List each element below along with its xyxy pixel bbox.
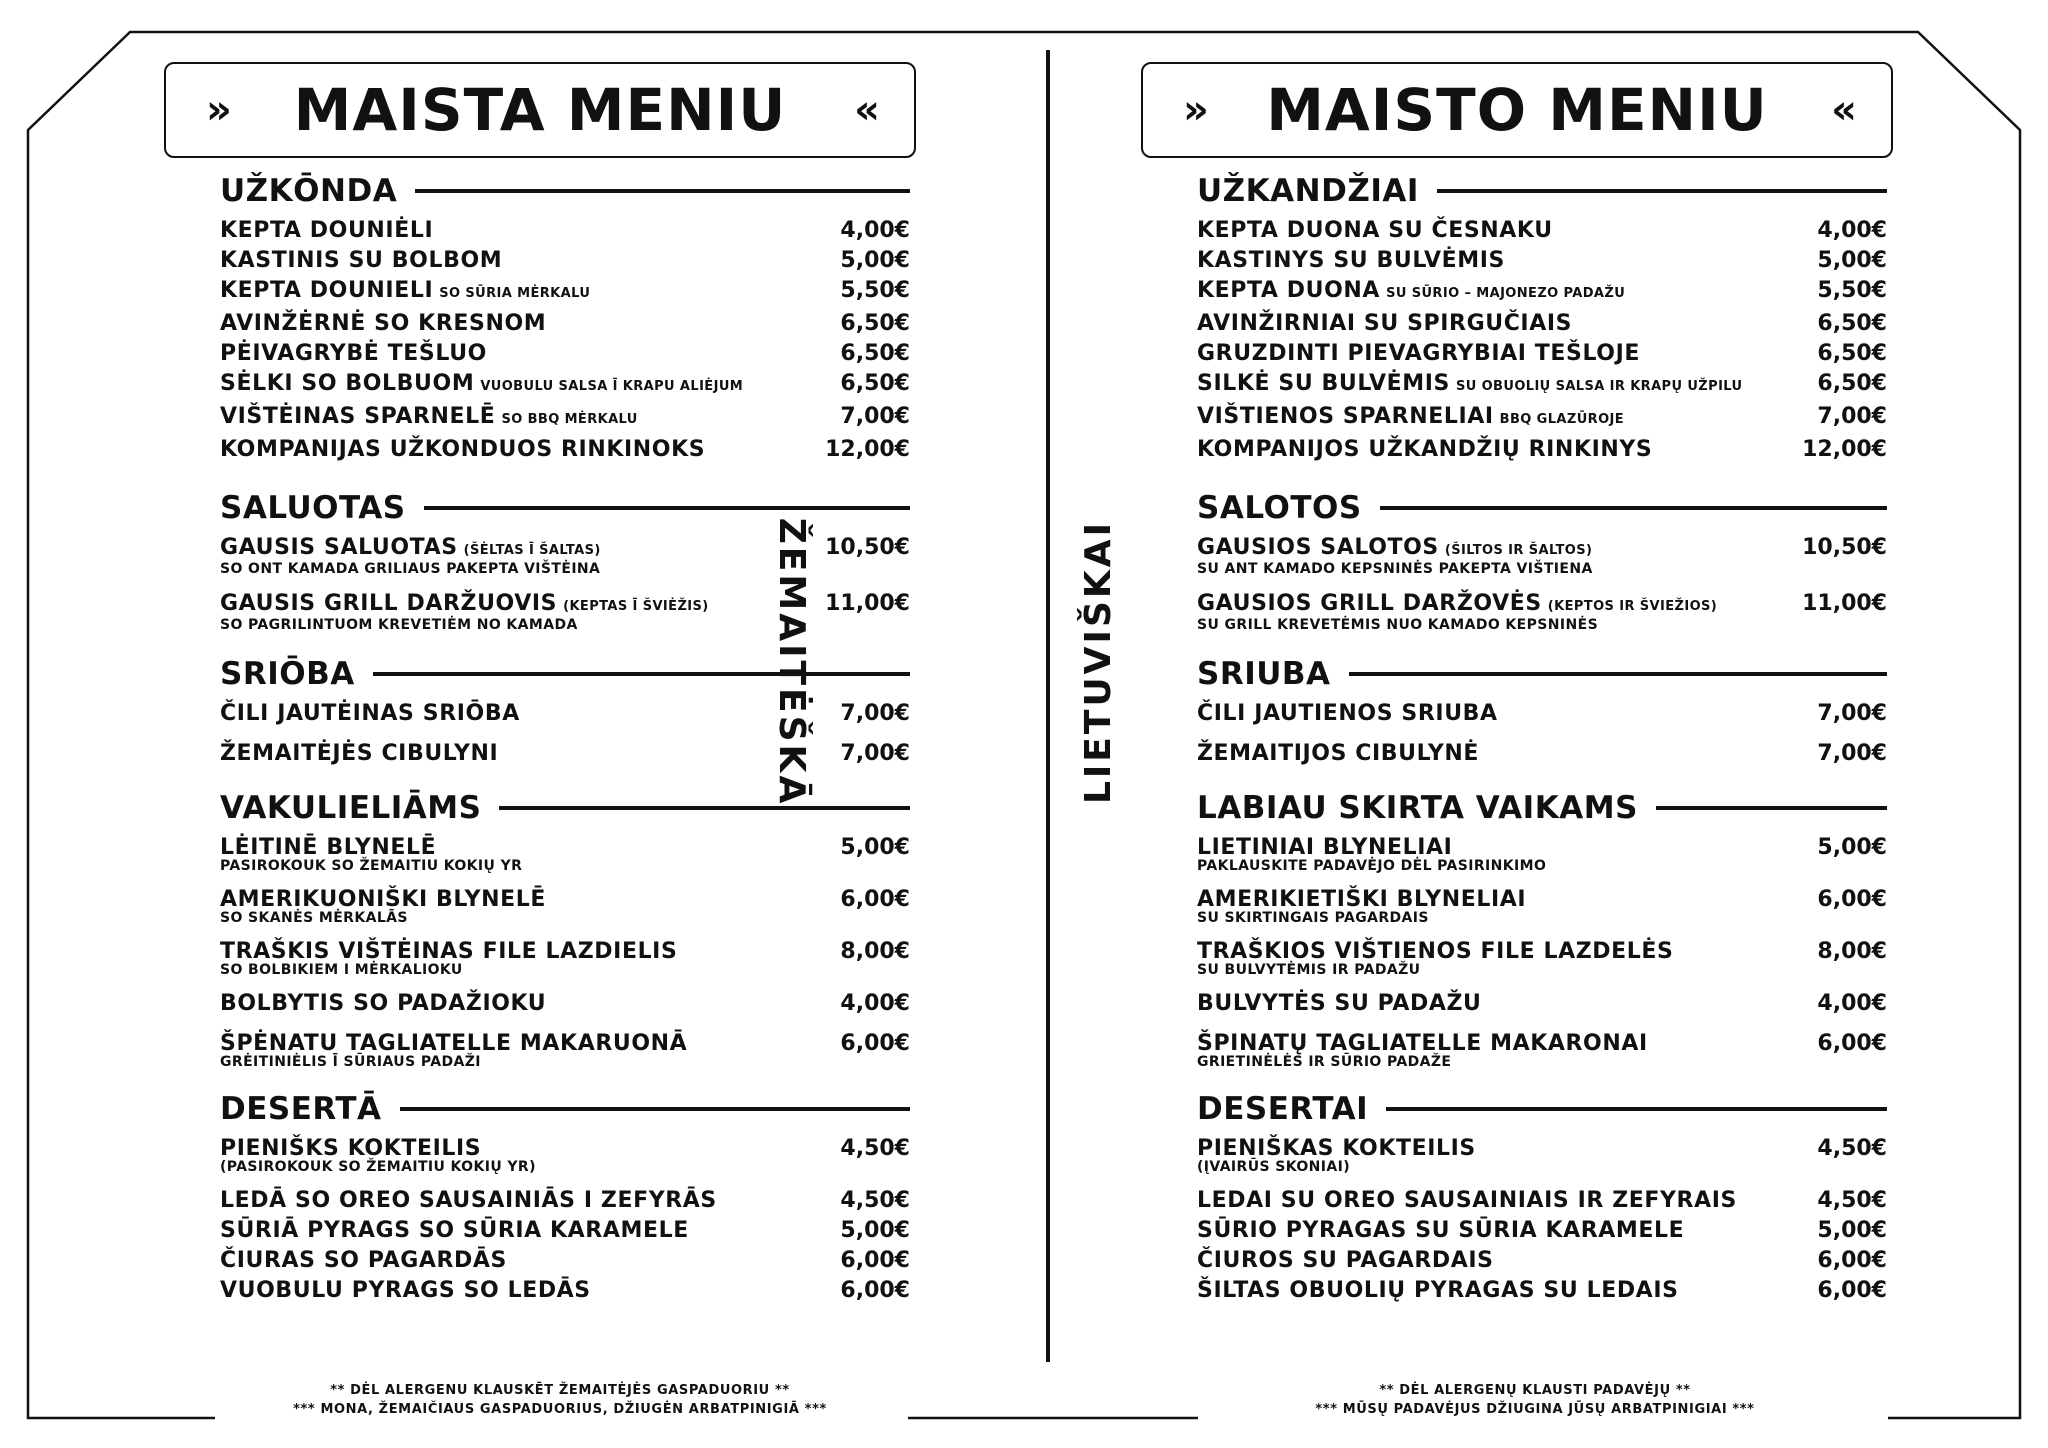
menu-item-description: GRĖITINIĖLIS Ī SŪRIAUS PADAŽI [220,1054,481,1070]
menu-item-price: 6,00€ [1817,1278,1887,1303]
menu-item-price: 7,00€ [1817,741,1887,766]
menu-item-name [220,309,546,339]
menu-item-text [1197,1216,1684,1246]
menu-item-price: 6,50€ [1817,371,1887,396]
menu-item-title: AMERIKIETIŠKI BLYNELIAI [1197,887,1527,912]
section-header [1197,649,1887,699]
menu-item-name [220,216,433,246]
section-title: DESERTAI [1197,1091,1369,1127]
menu-section [220,166,910,465]
menu-item-text [1197,589,1717,633]
menu-item-text [220,739,498,769]
menu-item-price: 6,50€ [840,311,910,336]
chevron-right-icon: » [1183,87,1203,133]
menu-item-name [220,276,590,309]
menu-item-title: ŠILTAS OBUOLIŲ PYRAGAS SU LEDAIS [1197,1278,1679,1303]
menu-item-title: KASTINIS SU BOLBOM [220,248,503,273]
menu-item-text [1197,1276,1679,1306]
menu-item [220,1186,910,1216]
menu-item-name [1197,339,1640,369]
menu-item-title: ŽEMAITIJOS CIBULYNĖ [1197,741,1479,766]
menu-item-name [1197,989,1482,1019]
menu-item-title: KEPTA DUONA SU ČESNAKU [1197,218,1553,243]
menu-item-description: SO BOLBIKIEM I MĖRKALIOKU [220,962,463,978]
section-rule [400,1107,910,1111]
menu-title: MAISTA MENIU [293,76,787,144]
menu-item-text [220,589,709,633]
menu-item-name [1197,1276,1679,1306]
menu-item-text [220,246,502,276]
menu-item-title: KEPTA DOUNIĖLI [220,218,434,243]
footer-allergen-note: ** DĖL ALERGENU KLAUSKĒT ŽEMAITĖJĖS GASPADUORIU ** [330,1383,790,1398]
section-header [1197,166,1887,216]
menu-item-price: 11,00€ [825,591,910,616]
section-header [220,1084,910,1134]
menu-item-title: SILKĖ SU BULVĖMIS [1197,371,1450,396]
menu-item [220,1029,910,1070]
menu-item-name [1197,1216,1684,1246]
footer-tip-note: *** MŪSŲ PADAVĖJUS DŽIUGINA JŪSŲ ARBATPINIGIAI *** [1315,1402,1755,1417]
menu-item-text [220,1134,536,1175]
section-header [220,166,910,216]
menu-item-price: 4,50€ [1817,1188,1887,1213]
section-title: SRIŌBA [220,656,355,692]
menu-item-note: (ŠĖLTAS Ī ŠALTAS) [463,543,601,558]
menu-item-text [1197,1246,1494,1276]
menu-item [220,276,910,309]
menu-item-name [220,1246,507,1276]
menu-item-name [1197,309,1572,339]
menu-item-title: ŠPINATŲ TAGLIATELLE MAKARONAI [1197,1031,1648,1056]
menu-item-text [1197,246,1505,276]
menu-item-text [220,1276,591,1306]
menu-item-price: 6,00€ [1817,1248,1887,1273]
section-header [1197,483,1887,533]
menu-item [220,369,910,402]
menu-item-text [220,1246,507,1276]
menu-section [220,783,910,1070]
menu-item-title: VIŠTIENOS SPARNELIAI [1197,404,1494,429]
menu-item-title: TRAŠKIS VIŠTĖINAS FILE LAZDIELIS [220,939,678,964]
menu-item [220,435,910,465]
section-rule [415,189,910,193]
menu-item-title: GAUSIS SALUOTAS [220,535,458,560]
menu-sections [1197,166,1887,1306]
menu-item [1197,1029,1887,1070]
menu-item-price: 8,00€ [840,939,910,964]
menu-item [1197,246,1887,276]
menu-item-title: GAUSIOS SALOTOS [1197,535,1439,560]
menu-item [1197,309,1887,339]
menu-item-description: SU ANT KAMADO KEPSNINĖS PAKEPTA VIŠTIENA [1197,561,1593,577]
menu-item-note: SU OBUOLIŲ SALSA IR KRAPŲ UŽPILU [1455,379,1743,394]
menu-item [1197,739,1887,769]
menu-item-name [220,339,487,369]
menu-item [1197,435,1887,465]
menu-item-text [1197,739,1479,769]
menu-item-name [220,402,638,435]
menu-item-price: 4,50€ [840,1136,910,1161]
menu-item-price: 5,50€ [840,278,910,303]
menu-item-name [220,1216,689,1246]
menu-item-description: GRIETINĖLĖS IR SŪRIO PADAŽE [1197,1054,1452,1070]
menu-item-description: SU BULVYTĖMIS IR PADAŽU [1197,962,1421,978]
menu-item-price: 7,00€ [840,741,910,766]
menu-item-title: LĖITINĒ BLYNELĒ [220,835,437,860]
menu-item-text [1197,937,1673,978]
menu-title-banner [164,62,916,158]
menu-item-title: GRUZDINTI PIEVAGRYBIAI TEŠLOJE [1197,341,1641,366]
menu-item-description: (PASIROKOUK SO ŽEMAITIU KOKIŲ YR) [220,1159,536,1175]
section-rule [1386,1107,1887,1111]
menu-item-title: BOLBYTIS SO PADAŽIOKU [220,991,547,1016]
menu-item-text [1197,989,1482,1019]
menu-item-note: SO BBQ MĖRKALU [501,412,638,427]
section-rule [424,506,910,510]
menu-item-text [1197,833,1546,874]
menu-item-price: 7,00€ [840,404,910,429]
menu-item-text [220,402,638,435]
menu-item [1197,339,1887,369]
menu-item [220,339,910,369]
menu-item-name [1197,402,1624,435]
menu-item-title: TRAŠKIOS VIŠTIENOS FILE LAZDELĖS [1197,939,1674,964]
menu-item-title: ŠPĖNATU TAGLIATELLE MAKARUONĀ [220,1031,688,1056]
menu-item-text [1197,699,1498,729]
menu-item-price: 7,00€ [1817,404,1887,429]
menu-item [1197,937,1887,978]
menu-item-text [220,276,590,309]
section-title: SALUOTAS [220,490,406,526]
menu-item-name [1197,246,1505,276]
menu-item-description: SO PAGRILINTUOM KREVETIĖM NO KAMADA [220,617,578,633]
menu-item-text [220,885,546,926]
menu-item-note: (ŠILTOS IR ŠALTOS) [1444,543,1593,558]
menu-item-text [220,937,677,978]
menu-item [220,216,910,246]
language-label-lithuanian: LIETUVIŠKAI [1078,519,1119,805]
menu-item-price: 6,00€ [1817,1031,1887,1056]
menu-section [1197,483,1887,633]
menu-item-title: SŪRIO PYRAGAS SU SŪRIA KARAMELE [1197,1218,1685,1243]
menu-item [220,309,910,339]
menu-item-name [220,699,520,729]
menu-item-note: SU SŪRIO – MAJONEZO PADAŽU [1386,286,1626,301]
menu-item-price: 8,00€ [1817,939,1887,964]
menu-item-price: 4,00€ [840,991,910,1016]
menu-item-title: SĖLKI SO BOLBUOM [220,371,475,396]
menu-item-price: 4,00€ [1817,991,1887,1016]
menu-item-text [220,435,705,465]
menu-item [1197,1276,1887,1306]
menu-item-note: VUOBULU SALSA Ī KRAPU ALIĖJUM [480,379,744,394]
menu-item-description: PAKLAUSKITE PADAVĖJO DĖL PASIRINKIMO [1197,858,1547,874]
menu-item-name [220,246,502,276]
menu-item-title: LIETINIAI BLYNELIAI [1197,835,1453,860]
menu-item-text [1197,885,1526,926]
section-header [1197,1084,1887,1134]
menu-item-note: BBQ GLAZŪROJE [1499,412,1625,427]
menu-item-price: 6,50€ [840,341,910,366]
menu-item [220,1246,910,1276]
menu-item-title: PIENIŠKS KOKTEILIS [220,1136,482,1161]
footer-notes-lithuanian [1225,1381,1845,1419]
menu-item [220,937,910,978]
section-title: SRIUBA [1197,656,1331,692]
menu-item [1197,1246,1887,1276]
menu-item-description: SO ONT KAMADA GRILIAUS PAKEPTA VIŠTĖINA [220,561,601,577]
chevron-left-icon: « [1831,87,1851,133]
menu-item-text [1197,1186,1737,1216]
menu-item-text [1197,1029,1648,1070]
menu-item [220,885,910,926]
menu-section [1197,1084,1887,1306]
menu-item-title: ŽEMAITĖJĖS CIBULYNI [220,741,499,766]
menu-item-price: 7,00€ [840,701,910,726]
menu-item-text [220,1216,689,1246]
menu-item [1197,216,1887,246]
section-rule [1656,806,1887,810]
menu-item-price: 5,00€ [1817,248,1887,273]
menu-title-banner [1141,62,1893,158]
menu-item-price: 5,00€ [1817,835,1887,860]
menu-item-title: AVINŽIRNIAI SU SPIRGUČIAIS [1197,311,1573,336]
menu-section [220,1084,910,1306]
menu-item-name [1197,435,1652,465]
menu-item-text [220,369,743,402]
menu-item-price: 4,50€ [840,1188,910,1213]
menu-item-name [220,435,705,465]
menu-section [1197,166,1887,465]
menu-item-text [1197,276,1625,309]
section-title: SALOTOS [1197,490,1362,526]
menu-item-title: PIENIŠKAS KOKTEILIS [1197,1136,1476,1161]
menu-item-title: KOMPANIJOS UŽKANDŽIŲ RINKINYS [1197,437,1653,462]
chevron-left-icon: « [854,87,874,133]
menu-item [220,833,910,874]
menu-item-note: (KEPTOS IR ŠVIEŽIOS) [1547,599,1718,614]
menu-item-title: ČIUROS SU PAGARDAIS [1197,1248,1494,1273]
menu-item-description: SO SKANĖS MĖRKALĀS [220,910,408,926]
menu-item-price: 7,00€ [1817,701,1887,726]
section-rule [1349,672,1887,676]
menu-item-price: 11,00€ [1802,591,1887,616]
menu-item [220,989,910,1019]
menu-item-name [220,369,743,402]
menu-item-text [220,699,520,729]
menu-column-lithuanian [1141,62,1901,1306]
section-rule [373,672,910,676]
menu-item-price: 6,50€ [840,371,910,396]
menu-item-description: PASIROKOUK SO ŽEMAITIU KOKIŲ YR [220,858,523,874]
menu-item-note: (KEPTAS Ī ŠVIĖŽIS) [563,599,709,614]
section-title: LABIAU SKIRTA VAIKAMS [1197,790,1638,826]
menu-item [1197,589,1887,633]
menu-item [1197,402,1887,435]
footer-notes-samogitian [250,1381,870,1419]
menu-item-title: GAUSIOS GRILL DARŽOVĖS [1197,591,1542,616]
menu-item-text [1197,402,1624,435]
menu-item [220,246,910,276]
menu-item-name [1197,369,1742,402]
menu-item-price: 12,00€ [825,437,910,462]
language-label-samogitian: ŽEMAITĖŠKĀ [771,517,812,807]
menu-item [1197,885,1887,926]
section-title: UŽKANDŽIAI [1197,173,1419,209]
menu-item-title: ČIURAS SO PAGARDĀS [220,1248,507,1273]
menu-item-title: ČILI JAUTĖINAS SRIŌBA [220,701,520,726]
menu-item-price: 6,50€ [1817,311,1887,336]
menu-item-price: 6,00€ [1817,887,1887,912]
menu-item-price: 10,50€ [1802,535,1887,560]
menu-item-price: 6,50€ [1817,341,1887,366]
menu-item-price: 6,00€ [840,1278,910,1303]
menu-item-title: SŪRIĀ PYRAGS SO SŪRIA KARAMELE [220,1218,689,1243]
menu-item [1197,833,1887,874]
menu-item [220,1216,910,1246]
menu-item-text [1197,339,1640,369]
menu-item-title: KEPTA DOUNIELI [220,278,434,303]
footer-tip-note: *** MONA, ŽEMAIČIAUS GASPADUORIUS, DŽIUGĖN ARBATPINIGIĀ *** [293,1402,827,1417]
menu-item-title: KEPTA DUONA [1197,278,1381,303]
menu-item-note: SO SŪRIA MĖRKALU [439,286,591,301]
section-title: DESERTĀ [220,1091,382,1127]
menu-item-text [1197,533,1593,577]
menu-section [1197,783,1887,1070]
menu-item-price: 5,00€ [840,835,910,860]
menu-item-price: 5,00€ [840,248,910,273]
menu-item-description: SU GRILL KREVETĖMIS NUO KAMADO KEPSNINĖS [1197,617,1599,633]
menu-item-description: (ĮVAIRŪS SKONIAI) [1197,1159,1351,1175]
section-header [1197,783,1887,833]
menu-item-title: AVINŽĖRNĖ SO KRESNOM [220,311,547,336]
menu-item [1197,1216,1887,1246]
menu-item-name [220,1186,717,1216]
menu-item-name [1197,216,1553,246]
menu-item [1197,276,1887,309]
menu-item-text [220,309,546,339]
section-rule [499,806,910,810]
menu-item [1197,699,1887,729]
menu-section [1197,649,1887,769]
menu-item-description: SU SKIRTINGAIS PAGARDAIS [1197,910,1429,926]
menu-item-text [220,1029,687,1070]
menu-item-text [1197,1134,1476,1175]
section-title: VAKULIELIĀMS [220,790,482,826]
menu-item-title: VIŠTĖINAS SPARNELĒ [220,404,496,429]
menu-item-name [1197,276,1625,309]
menu-item-name [220,989,546,1019]
section-rule [1437,189,1887,193]
menu-item-price: 4,00€ [840,218,910,243]
menu-item-title: KOMPANIJAS UŽKONDUOS RINKINOKS [220,437,706,462]
menu-item-title: AMERIKUONIŠKI BLYNELĒ [220,887,547,912]
menu-item [1197,989,1887,1019]
menu-item [1197,1134,1887,1175]
menu-item-text [1197,435,1652,465]
menu-item-title: VUOBULU PYRAGS SO LEDĀS [220,1278,591,1303]
menu-item-price: 6,00€ [840,887,910,912]
menu-item-title: PĖIVAGRYBĖ TEŠLUO [220,341,487,366]
menu-title: MAISTO MENIU [1266,76,1768,144]
menu-item [220,1134,910,1175]
menu-item [1197,1186,1887,1216]
menu-item-price: 5,00€ [1817,1218,1887,1243]
menu-item-price: 4,50€ [1817,1136,1887,1161]
menu-item-title: LEDAI SU OREO SAUSAINIAIS IR ZEFYRAIS [1197,1188,1737,1213]
section-rule [1380,506,1887,510]
menu-item-title: LEDĀ SO OREO SAUSAINIĀS I ZEFYRĀS [220,1188,717,1213]
menu-item [1197,369,1887,402]
menu-item-title: KASTINYS SU BULVĖMIS [1197,248,1505,273]
menu-item-text [220,339,487,369]
menu-item-price: 12,00€ [1802,437,1887,462]
menu-item-title: GAUSIS GRILL DARŽUOVIS [220,591,558,616]
menu-item [220,1276,910,1306]
menu-item-price: 6,00€ [840,1248,910,1273]
menu-item-text [1197,309,1572,339]
menu-item-name [1197,1246,1494,1276]
menu-item-name [1197,1186,1737,1216]
menu-item [1197,533,1887,577]
section-title: UŽKŌNDA [220,173,398,209]
chevron-right-icon: » [206,87,226,133]
menu-item-price: 5,50€ [1817,278,1887,303]
menu-item-text [1197,216,1553,246]
menu-item-price: 4,00€ [1817,218,1887,243]
menu-item-text [220,533,601,577]
menu-item-text [220,989,546,1019]
menu-item-name [1197,699,1498,729]
menu-item-price: 5,00€ [840,1218,910,1243]
menu-item-name [220,1276,591,1306]
menu-item-text [220,216,433,246]
menu-item-title: ČILI JAUTIENOS SRIUBA [1197,701,1498,726]
menu-item-text [1197,369,1742,402]
menu-item-text [220,1186,717,1216]
menu-item-name [220,739,498,769]
menu-item-text [220,833,522,874]
footer-allergen-note: ** DĖL ALERGENŲ KLAUSTI PADAVĖJŲ ** [1379,1383,1691,1398]
menu-item-title: BULVYTĖS SU PADAŽU [1197,991,1482,1016]
menu-item [220,402,910,435]
menu-item-price: 10,50€ [825,535,910,560]
menu-item-price: 6,00€ [840,1031,910,1056]
menu-item-name [1197,739,1479,769]
